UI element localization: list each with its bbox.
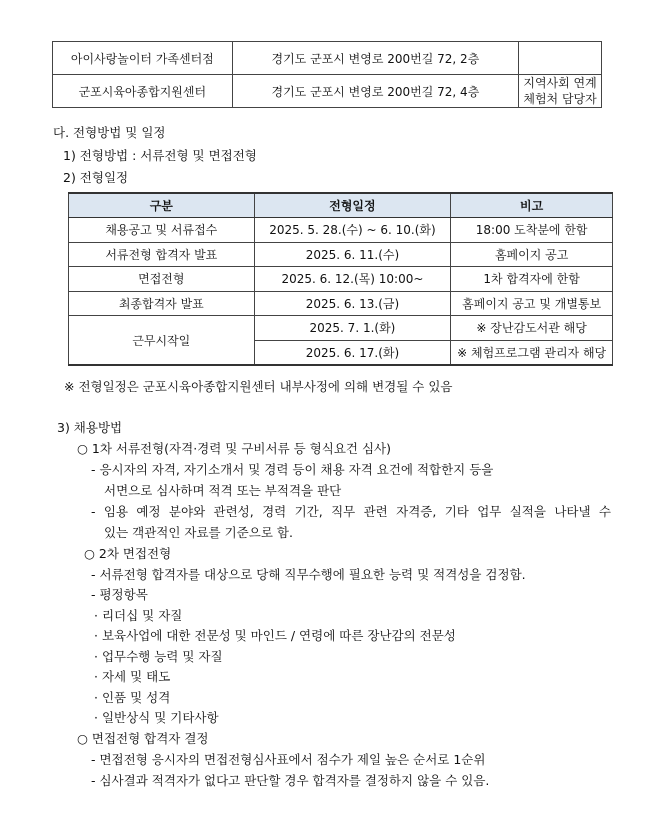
date-cell: 2025. 6. 12.(목) 10:00~ [254, 267, 451, 292]
criteria-item: · 일반상식 및 기타사항 [94, 710, 219, 725]
table-row [53, 42, 602, 75]
criteria-item: · 인품 및 성격 [94, 690, 171, 705]
stage1-line: - 응시자의 자격, 자기소개서 및 경력 등이 채용 자격 요건에 적합한지 등을 [91, 462, 494, 477]
stage1-title: ○ 1차 서류전형(자격·경력 및 구비서류 등 형식요건 심사) [77, 441, 391, 456]
schedule-heading: 2) 전형일정 [63, 170, 129, 185]
stage2-line: - 평정항목 [91, 587, 148, 602]
category-cell: 채용공고 및 서류접수 [69, 218, 255, 243]
column-header: 비고 [451, 193, 613, 218]
column-header: 구분 [69, 193, 255, 218]
center-table [52, 41, 602, 108]
criteria-item: · 자세 및 태도 [94, 669, 171, 684]
center-note: 지역사회 연계 체험처 담당자 [519, 75, 602, 108]
note-cell: 홈페이지 공고 및 개별통보 [451, 291, 613, 316]
center-note [519, 42, 602, 75]
stage1-line: 서면으로 심사하며 적격 또는 부적격을 판단 [104, 483, 342, 498]
note-cell: ※ 장난감도서관 해당 [451, 316, 613, 341]
schedule-table [68, 192, 613, 366]
center-name: 군포시육아종합지원센터 [53, 75, 233, 108]
stage2-title: ○ 2차 면접전형 [84, 546, 172, 561]
table-row [69, 291, 613, 316]
date-cell: 2025. 6. 13.(금) [254, 291, 451, 316]
date-cell: 2025. 7. 1.(화) [254, 316, 451, 341]
stage1-line: - 임용 예정 분야와 관련성, 경력 기간, 직무 관련 자격증, 기타 업무 실적을 나타낼 수 [91, 504, 611, 519]
center-name: 아이사랑놀이터 가족센터점 [53, 42, 233, 75]
method-heading: 3) 채용방법 [57, 420, 123, 435]
date-cell: 2025. 6. 17.(화) [254, 340, 451, 365]
note-cell: 18:00 도착분에 한함 [451, 218, 613, 243]
stage2-line: - 서류전형 합격자를 대상으로 당해 직무수행에 필요한 능력 및 적격성을 검정함. [91, 567, 526, 582]
table-row [69, 316, 613, 341]
date-cell: 2025. 5. 28.(수) ~ 6. 10.(화) [254, 218, 451, 243]
table-header-row [69, 193, 613, 218]
note-cell: 홈페이지 공고 [451, 242, 613, 267]
category-cell: 서류전형 합격자 발표 [69, 242, 255, 267]
date-cell: 2025. 6. 11.(수) [254, 242, 451, 267]
stage3-line: - 심사결과 적격자가 없다고 판단할 경우 합격자를 결정하지 않을 수 있음. [91, 773, 490, 788]
table-row [69, 242, 613, 267]
method-summary: 1) 전형방법 : 서류전형 및 면접전형 [63, 148, 257, 163]
criteria-item: · 업무수행 능력 및 자질 [94, 649, 223, 664]
criteria-item: · 리더십 및 자질 [94, 608, 183, 623]
note-cell: ※ 체험프로그램 관리자 해당 [451, 340, 613, 365]
category-cell: 면접전형 [69, 267, 255, 292]
category-cell: 최종합격자 발표 [69, 291, 255, 316]
stage3-title: ○ 면접전형 합격자 결정 [77, 731, 209, 746]
schedule-notice: ※ 전형일정은 군포시육아종합지원센터 내부사정에 의해 변경될 수 있음 [64, 379, 453, 394]
stage3-line: - 면접전형 응시자의 면접전형심사표에서 점수가 제일 높은 순서로 1순위 [91, 752, 486, 767]
center-address: 경기도 군포시 변영로 200번길 72, 2층 [232, 42, 518, 75]
table-row [53, 75, 602, 108]
section-heading: 다. 전형방법 및 일정 [53, 125, 166, 140]
criteria-item: · 보육사업에 대한 전문성 및 마인드 / 연령에 따른 장난감의 전문성 [94, 628, 456, 643]
note-cell: 1차 합격자에 한함 [451, 267, 613, 292]
stage1-line: 있는 객관적인 자료를 기준으로 함. [104, 525, 293, 540]
table-row [69, 267, 613, 292]
column-header: 전형일정 [254, 193, 451, 218]
table-row [69, 218, 613, 243]
center-address: 경기도 군포시 변영로 200번길 72, 4층 [232, 75, 518, 108]
category-cell: 근무시작일 [69, 316, 255, 366]
